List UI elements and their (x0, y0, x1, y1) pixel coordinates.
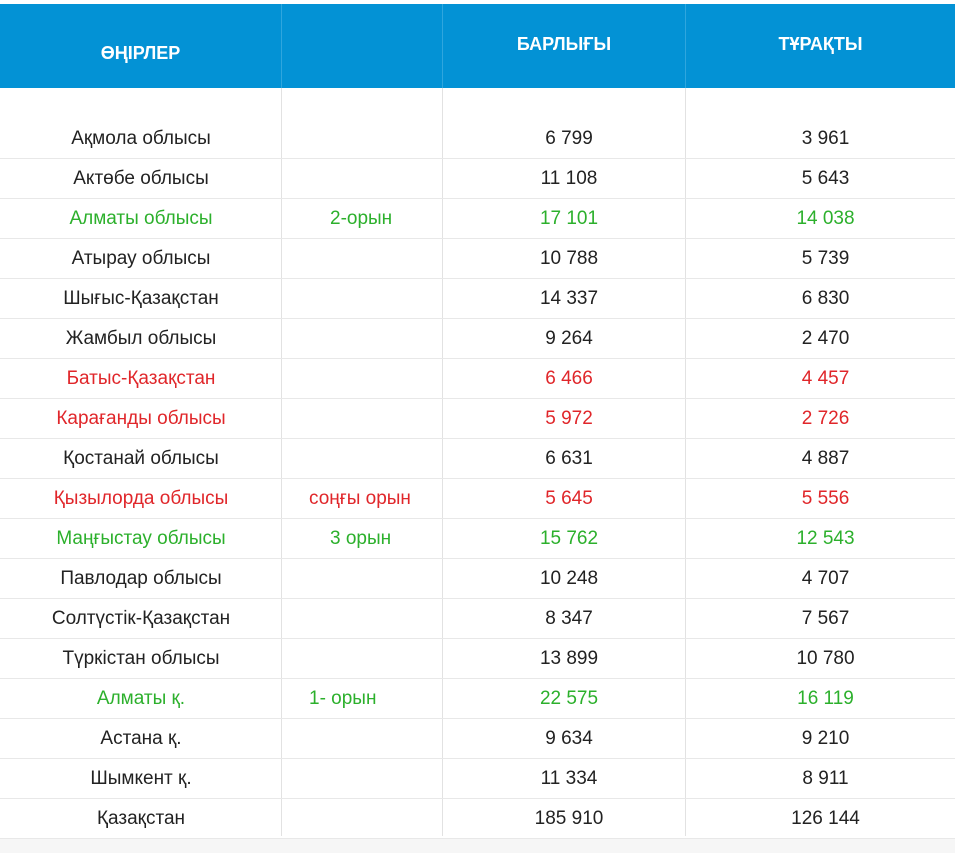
note-cell (282, 359, 443, 398)
region-cell: Түркістан облысы (62, 647, 220, 669)
region-cell: Жамбыл облысы (65, 327, 217, 349)
region-cell: Шымкент қ. (90, 767, 192, 789)
permanent-cell: 3 961 (801, 127, 850, 149)
table-row (0, 639, 955, 679)
region-cell: Алматы облысы (69, 207, 213, 229)
total-cell: 6 466 (545, 367, 593, 389)
table-row (0, 319, 955, 359)
region-cell: Қызылорда облысы (53, 487, 229, 509)
note-cell (282, 159, 443, 198)
note-cell (282, 239, 443, 278)
table-row (0, 599, 955, 639)
permanent-cell: 126 144 (791, 807, 860, 829)
region-cell: Атырау облысы (71, 247, 211, 269)
table-body (0, 88, 955, 840)
note-cell (282, 719, 443, 758)
header-permanent: ТҰРАҚТЫ (778, 33, 863, 54)
total-cell: 185 910 (534, 807, 604, 829)
table-row (0, 119, 955, 159)
note-cell: соңғы орын (309, 487, 411, 509)
permanent-cell: 16 119 (797, 687, 854, 709)
permanent-cell: 5 556 (801, 487, 850, 509)
permanent-cell: 12 543 (796, 527, 855, 549)
table-row (0, 479, 955, 519)
region-cell: Шығыс-Қазақстан (63, 287, 219, 309)
permanent-cell: 14 038 (796, 207, 855, 229)
permanent-cell: 4 887 (801, 447, 850, 469)
total-cell: 17 101 (539, 207, 599, 229)
table-row (0, 359, 955, 399)
permanent-cell: 8 911 (802, 767, 849, 789)
note-cell (282, 399, 443, 438)
note-cell (282, 279, 443, 318)
table-row (0, 199, 955, 239)
table-row (0, 559, 955, 599)
total-cell: 9 634 (545, 727, 593, 749)
table-row (0, 519, 955, 559)
permanent-cell: 9 210 (801, 727, 850, 749)
table-rows (0, 119, 955, 839)
permanent-cell: 7 567 (801, 607, 850, 629)
note-cell (282, 559, 443, 598)
total-cell: 13 899 (539, 647, 599, 669)
table-row (0, 679, 955, 719)
table-row (0, 399, 955, 439)
table-row (0, 239, 955, 279)
permanent-cell: 4 707 (801, 567, 850, 589)
total-cell: 6 799 (545, 127, 593, 149)
permanent-cell: 6 830 (801, 287, 850, 309)
header-regions: ӨҢІРЛЕР (0, 4, 282, 88)
region-cell: Карағанды облысы (56, 407, 226, 429)
region-cell: Алматы қ. (96, 687, 186, 709)
table-row (0, 279, 955, 319)
note-cell (282, 799, 443, 838)
region-cell: Маңғыстау облысы (56, 527, 226, 549)
note-cell (282, 639, 443, 678)
permanent-cell: 2 470 (801, 327, 850, 349)
total-cell: 10 788 (539, 247, 599, 269)
total-cell: 14 337 (539, 287, 599, 309)
table-header (0, 4, 955, 88)
permanent-cell: 10 780 (796, 647, 855, 669)
table-row (0, 159, 955, 199)
region-cell: Солтүстік-Қазақстан (51, 607, 231, 629)
total-cell: 10 248 (539, 567, 599, 589)
permanent-cell: 4 457 (801, 367, 850, 389)
note-cell: 1- орын (309, 687, 377, 709)
total-cell: 6 631 (545, 447, 593, 469)
region-cell: Ақмола облысы (71, 127, 211, 149)
note-cell (282, 599, 443, 638)
total-cell: 5 645 (545, 487, 593, 509)
header-note (282, 4, 443, 88)
table-row (0, 759, 955, 799)
table-row (0, 439, 955, 479)
note-cell: 2-орын (330, 207, 393, 229)
note-cell (282, 439, 443, 478)
total-cell: 5 972 (545, 407, 593, 429)
total-cell: 22 575 (539, 687, 599, 709)
permanent-cell: 5 643 (801, 167, 850, 189)
total-cell: 11 108 (540, 167, 598, 189)
total-cell: 8 347 (545, 607, 593, 629)
region-cell: Қазақстан (96, 807, 186, 829)
region-cell: Павлодар облысы (60, 567, 222, 589)
permanent-cell: 2 726 (801, 407, 850, 429)
table-footer-strip (0, 839, 955, 853)
note-cell: 3 орын (330, 527, 392, 549)
note-cell (282, 319, 443, 358)
note-cell (282, 119, 443, 158)
region-cell: Актөбе облысы (73, 167, 209, 189)
table-row (0, 719, 955, 759)
total-cell: 9 264 (545, 327, 593, 349)
table-row (0, 799, 955, 839)
region-cell: Қостанай облысы (63, 447, 219, 469)
total-cell: 11 334 (540, 767, 598, 789)
total-cell: 15 762 (539, 527, 599, 549)
region-cell: Батыс-Қазақстан (66, 367, 216, 389)
note-cell (282, 759, 443, 798)
permanent-cell: 5 739 (801, 247, 850, 269)
header-total: БАРЛЫҒЫ (443, 4, 686, 88)
region-cell: Астана қ. (100, 727, 182, 749)
